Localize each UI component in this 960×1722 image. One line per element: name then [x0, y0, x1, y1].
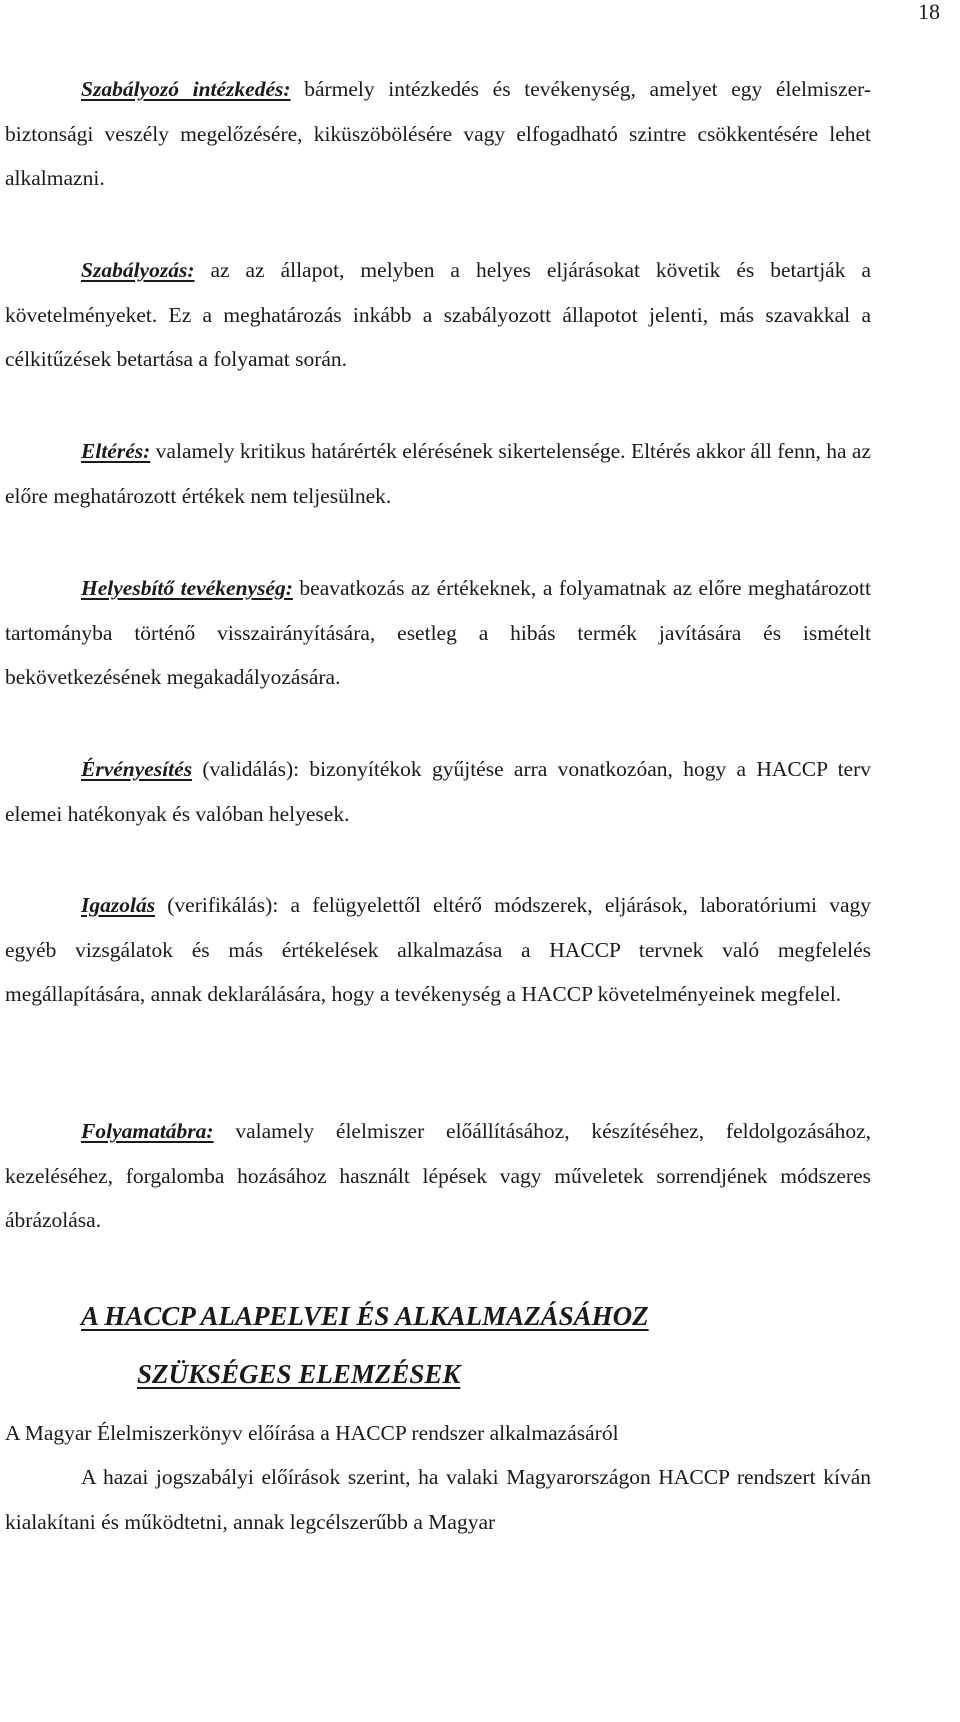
definition-term: Igazolás	[81, 893, 156, 917]
section-heading-line2: SZÜKSÉGES ELEMZÉSEK	[137, 1359, 461, 1389]
definition-text: az az állapot, melyben a helyes eljárásokat követik és betartják a követelményeket. Ez a meghatározás inkább a szabályozott állapotot jelenti, más szavakkal a célkitűzések betartása a folyamat során.	[5, 258, 871, 371]
definition-term: Folyamatábra:	[81, 1119, 214, 1143]
definition-term: Szabályozó intézkedés:	[81, 77, 291, 101]
definition-text: bármely intézkedés és tevékenység, amelyet egy élelmiszer-biztonsági veszély megelőzésére, kiküszöbölésére vagy elfogadható szintre csökkentésére lehet alkalmazni.	[5, 77, 871, 190]
definition-folyamatabra	[5, 1109, 871, 1243]
definition-text: beavatkozás az értékeknek, a folyamatnak az előre meghatározott tartományba történő visszairányítására, esetleg a hibás termék javítására és ismételt bekövetkezésének megakadályozására.	[5, 576, 871, 689]
section-heading	[5, 1287, 871, 1403]
definition-helyesbito-tevekenyseg	[5, 566, 871, 700]
intro-paragraph: A hazai jogszabályi előírások szerint, ha valaki Magyarországon HACCP rendszert kíván kialakítani és működtetni, annak legcélszerűbb a Magyar	[5, 1465, 871, 1534]
definition-term: Helyesbítő tevékenység:	[81, 576, 293, 600]
definition-text: valamely kritikus határérték elérésének sikertelensége. Eltérés akkor áll fenn, ha az előre meghatározott értékek nem teljesülnek.	[5, 439, 871, 508]
definition-term: Eltérés:	[81, 439, 151, 463]
section-heading-line1: A HACCP ALAPELVEI ÉS ALKALMAZÁSÁHOZ	[81, 1301, 649, 1331]
definition-szabalyozo-intezkedes	[5, 67, 871, 201]
definition-szabalyozas	[5, 248, 871, 382]
definition-ervenyesites	[5, 747, 871, 836]
definition-text: valamely élelmiszer előállításához, készítéséhez, feldolgozásához, kezeléséhez, forgalomba hozásához használt lépések vagy műveletek sorrendjének módszeres ábrázolása.	[5, 1119, 871, 1232]
subtitle: A Magyar Élelmiszerkönyv előírása a HACCP rendszer alkalmazásáról	[5, 1421, 619, 1445]
definition-elteres	[5, 429, 871, 518]
definition-text: (verifikálás): a felügyelettől eltérő módszerek, eljárások, laboratóriumi vagy egyéb vizsgálatok és más értékelések alkalmazása a HACCP tervnek való megfelelés megállapítására, annak deklarálására, hogy a tevékenység a HACCP követelményeinek megfelel.	[5, 893, 871, 1006]
page-number: 18	[918, 0, 940, 24]
definition-term: Érvényesítés	[81, 757, 193, 781]
definition-term: Szabályozás:	[81, 258, 195, 282]
definition-text: (validálás): bizonyítékok gyűjtése arra vonatkozóan, hogy a HACCP terv elemei hatékonyak és valóban helyesek.	[5, 757, 871, 826]
definition-igazolas	[5, 883, 871, 1017]
